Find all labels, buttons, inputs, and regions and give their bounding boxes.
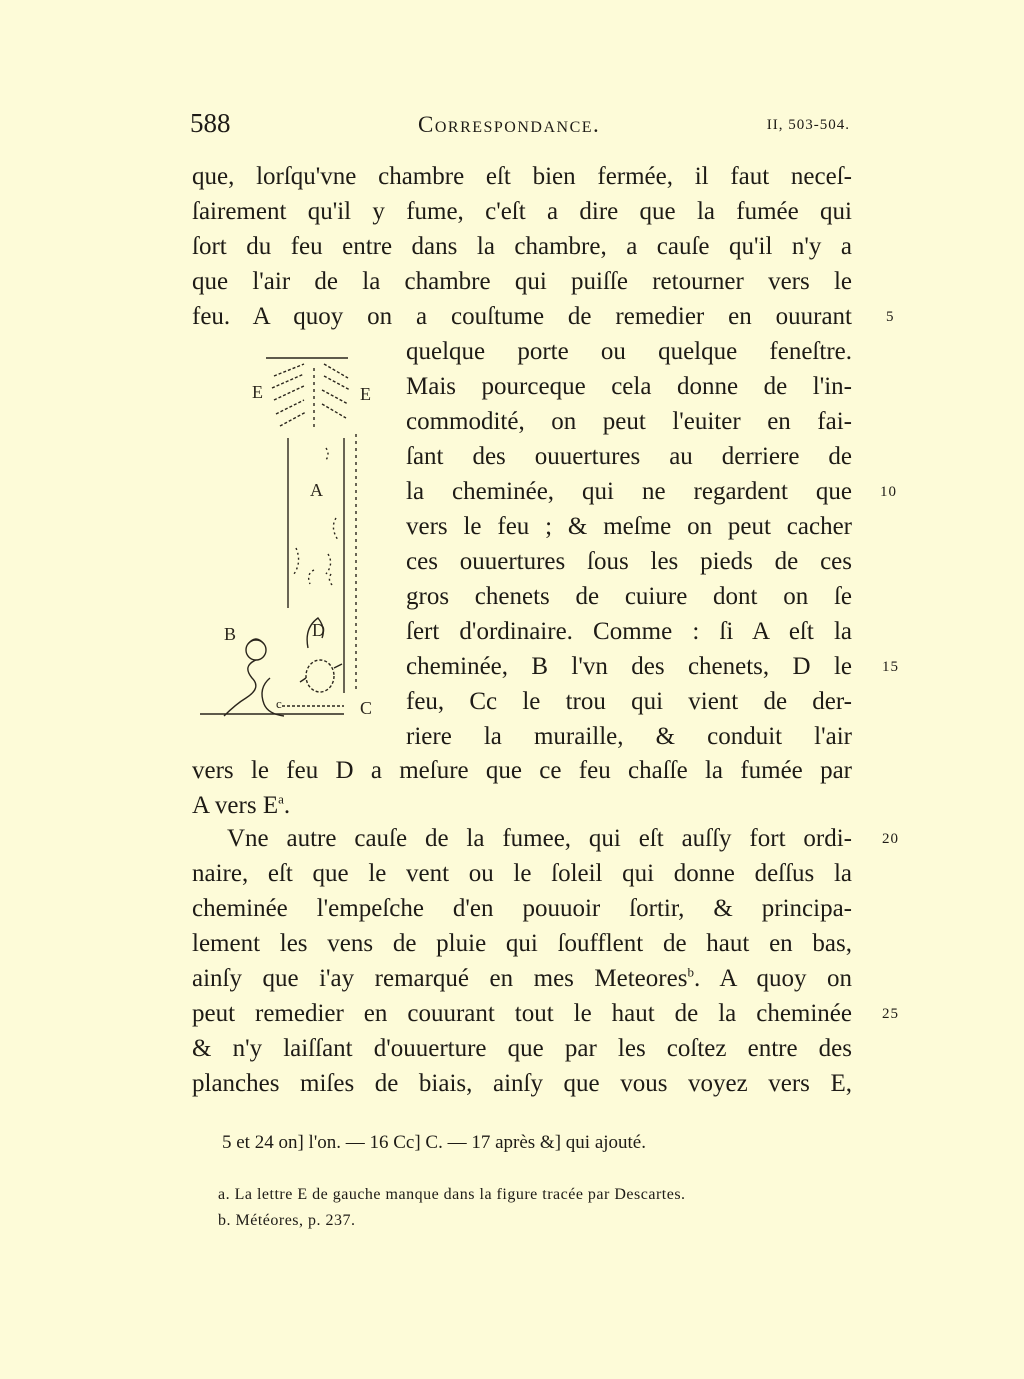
figure-label-c-small: c: [276, 696, 282, 711]
andiron-body: [224, 660, 256, 716]
figure-label-c: C: [360, 698, 373, 718]
chimney-diagram: [196, 348, 396, 726]
smoke-line: [309, 570, 314, 584]
page-number: 588: [190, 108, 231, 138]
text-line: feu. A quoy on a couſtume de remedier en ouurant: [192, 303, 852, 330]
chimney-figure: [196, 348, 396, 726]
figure-label-b: B: [224, 624, 237, 644]
page-header: [190, 108, 850, 148]
text-line-last: [192, 789, 852, 823]
margin-line-number: 25: [882, 1006, 899, 1022]
text-line: ſort du feu entre dans la chambre, a cauſe qu'il n'y a: [192, 233, 852, 260]
smoke-line: [326, 554, 331, 574]
fire-marks: [300, 664, 342, 682]
text-segment: . A quoy on: [693, 965, 852, 992]
text-line: vers le feu ; & meſme on peut cacher: [406, 513, 852, 540]
text-line: planches miſes de biais, ainſy que vous voyez vers E,: [192, 1070, 852, 1097]
smoke-line: [326, 448, 328, 460]
fire-ball: [306, 660, 334, 692]
text-line: quelque porte ou quelque feneſtre.: [406, 338, 852, 365]
text-line: [192, 962, 852, 996]
text-line: ſairement qu'il y fume, c'eſt a dire que la fumée qui: [192, 198, 852, 225]
text-line: riere la muraille, & conduit l'air: [406, 723, 852, 750]
text-line: ſert d'ordinaire. Comme : ſi A eſt la: [406, 618, 852, 645]
footnote-marker-a: a: [278, 791, 284, 807]
margin-line-number: 20: [882, 831, 899, 847]
text-line: peut remedier en couurant tout le haut de la cheminée: [192, 1000, 852, 1027]
footnote-b: b. Météores, p. 237.: [218, 1212, 356, 1229]
footnote-a: a. La lettre E de gauche manque dans la figure tracée par Descartes.: [218, 1186, 686, 1203]
text-line: cheminée, B l'vn des chenets, D le: [406, 653, 852, 680]
margin-line-number: 5: [886, 309, 895, 325]
figure-label-e-right: E: [360, 384, 371, 404]
text-line: Mais pourceque cela donne de l'in-: [406, 373, 852, 400]
text-line: vers le feu D a meſure que ce feu chaſſe la fumée par: [192, 757, 852, 784]
figure-label-a: A: [310, 480, 323, 500]
text-line: que l'air de la chambre qui puiſſe retourner vers le: [192, 268, 852, 295]
plank-line: [322, 390, 348, 404]
figure-label-e-left: E: [252, 382, 263, 402]
smoke-line: [329, 574, 333, 586]
plank-line: [274, 364, 304, 376]
plank-line: [324, 376, 350, 390]
figure-label-d: D: [312, 620, 325, 640]
plank-line: [324, 364, 348, 378]
text-line: cheminée l'empeſche d'en pouuoir ſortir, & principa-: [192, 895, 852, 922]
plank-line: [274, 386, 304, 400]
text-line: que, lorſqu'vne chambre eſt bien fermée, il faut neceſ-: [192, 163, 852, 190]
plank-line: [280, 412, 306, 426]
text-line: ſant des ouuertures au derriere de: [406, 443, 852, 470]
plank-line: [276, 400, 304, 414]
text-line: naire, eſt que le vent ou le ſoleil qui donne deſſus la: [192, 860, 852, 887]
variant-readings: 5 et 24 on] l'on. — 16 Cc] C. — 17 après &] qui ajouté.: [222, 1132, 646, 1153]
text-segment: .: [283, 792, 291, 819]
volume-reference: II, 503-504.: [766, 117, 850, 133]
text-line: gros chenets de cuiure dont on ſe: [406, 583, 852, 610]
text-line: lement les vens de pluie qui ſoufflent de haut en bas,: [192, 930, 852, 957]
text-line: feu, Cc le trou qui vient de der-: [406, 688, 852, 715]
text-line: commodité, on peut l'euiter en fai-: [406, 408, 852, 435]
text-line: ces ouuertures ſous les pieds de ces: [406, 548, 852, 575]
margin-line-number: 10: [880, 484, 897, 500]
plank-line: [322, 404, 346, 418]
running-title: Correspondance.: [418, 112, 601, 137]
text-segment: ainſy que i'ay remarqué en mes Meteores: [192, 965, 688, 992]
footnote-marker-b: b: [687, 964, 694, 980]
text-segment: A vers E: [192, 792, 279, 819]
plank-line: [272, 374, 304, 388]
margin-line-number: 15: [882, 659, 899, 675]
text-line: la cheminée, qui ne regardent que: [406, 478, 852, 505]
text-line: Vne autre cauſe de la fumee, qui eſt auſſy fort ordi-: [227, 825, 852, 852]
text-line: & n'y laiſſant d'ouuerture que par les coſtez entre des: [192, 1035, 852, 1062]
smoke-line: [294, 548, 299, 574]
smoke-line: [333, 518, 338, 540]
